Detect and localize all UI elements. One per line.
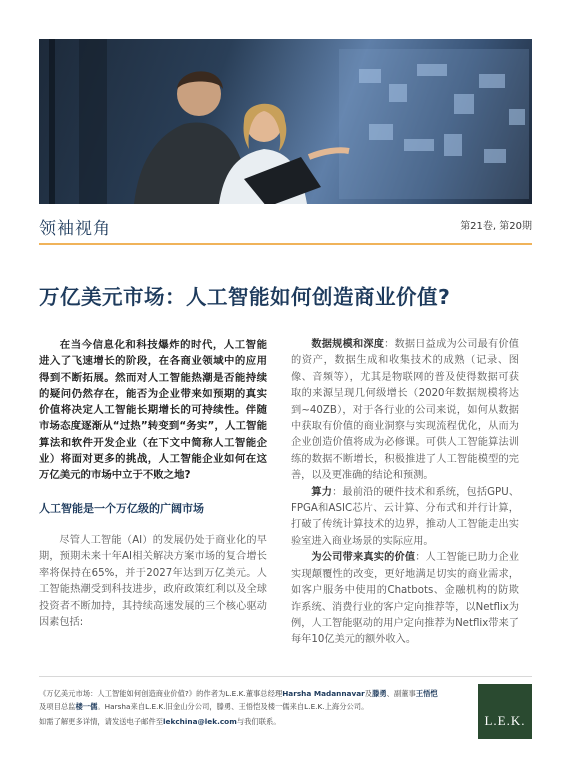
author-note-text: 及项目总监: [39, 701, 76, 711]
contact-note-text: 与我们联系。: [236, 717, 281, 726]
author-name: 楼一儒: [75, 701, 98, 711]
section-heading: 人工智能是一个万亿级的广阔市场: [39, 501, 204, 515]
driver-value-body: ：人工智能已助力企业实现颠覆性的改变，更好地满足切实的商业需求，如客户服务中使用的Chatbots、金融机构的防欺诈系统、消费行业的客户定向推荐等，以Netflix为例，人工智能驱动的用户定向推荐为Netflix带来了每年10亿美元的额外收入。: [291, 552, 519, 646]
driver-value-lead: 为公司带来真实的价值: [311, 552, 416, 564]
author-note-text: 《万亿美元市场：人工智能如何创造商业价值?》的作者为L.E.K.董事总经理: [39, 689, 283, 698]
author-name: 滕勇: [372, 689, 387, 698]
contact-email-link[interactable]: lekchina@lek.com: [163, 717, 237, 726]
article-title: 万亿美元市场：人工智能如何创造商业价值?: [39, 285, 451, 309]
driver-compute-paragraph: [291, 485, 519, 551]
author-note-text: 。Harsha来自L.E.K.旧金山分公司，滕勇、王悟恺及楼一儒来自L.E.K.上海分公司。: [97, 701, 369, 711]
driver-compute-body: ：最前沿的硬件技术和系统，包括GPU、FPGA和ASIC芯片、云计算、分布式和并行计算，打破了传统计算技术的边界，推动人工智能走出实验室进入商业场景的实际应用。: [291, 486, 520, 547]
intro-paragraph: 在当今信息化和科技爆炸的时代，人工智能进入了飞速增长的阶段，在各商业领域中的应用得到不断拓展。然而对人工智能热潮是否能持续的疑问仍然存在，能否为企业带来如预期的真实价值将决定人工智能长期增长的可持续性。伴随市场态度逐渐从“过热”转变到“务实”，人工智能算法和软件开发企业（在下文中简称人工智能企业）将面对更多的挑战，人工智能企业如何在这万亿美元的市场中立于不败之地?: [39, 339, 267, 482]
header-divider: [39, 243, 532, 245]
driver-compute-lead: 算力: [311, 486, 333, 498]
column-right: [291, 337, 519, 649]
section-label: 领袖视角: [39, 219, 111, 239]
driver-data-paragraph: [291, 337, 519, 485]
author-note: [39, 688, 439, 713]
contact-note: [39, 716, 439, 729]
hero-photo: [39, 39, 532, 204]
driver-data-body: ：数据日益成为公司最有价值的资产，数据生成和收集技术的成熟（记录、图像、音频等），尤其是物联网的普及使得数据可获取的来源呈现几何级增长（2020年数据规模将达到~40ZB），对于各行业的公司来说，如何从数据中获取有价值的商业洞察与实现流程优化，从而为企业创造价值将成为必修课。可供人工智能算法训练的数据不断增长，积极推进了人工智能模型的完善，以及更准确的结论和预测。: [291, 339, 519, 482]
contact-note-text: 如需了解更多详情，请发送电子邮件至: [39, 717, 164, 726]
driver-value-paragraph: [291, 550, 519, 648]
lek-logo: L.E.K.: [478, 684, 532, 739]
author-note-text: 、副董事: [386, 689, 416, 698]
hero-illustration: [39, 39, 532, 204]
driver-data-lead: 数据规模和深度: [311, 339, 385, 350]
column-left: [39, 337, 267, 632]
body-paragraph: 尽管人工智能（AI）的发展仍处于商业化的早期，预期未来十年AI相关解决方案市场的复合增长率将保持在65%，并于2027年达到万亿美元。人工智能热潮受到科技进步，政府政策红利以及全球投资者不断加持，其持续高速发展的三个核心驱动因素包括:: [39, 535, 267, 629]
footer-divider: [39, 676, 532, 677]
author-name: Harsha Madannavar: [282, 689, 365, 698]
author-name: 王悟恺: [415, 689, 438, 698]
author-note-text: 及: [364, 689, 373, 698]
issue-number: 第21卷, 第20期: [460, 221, 532, 232]
